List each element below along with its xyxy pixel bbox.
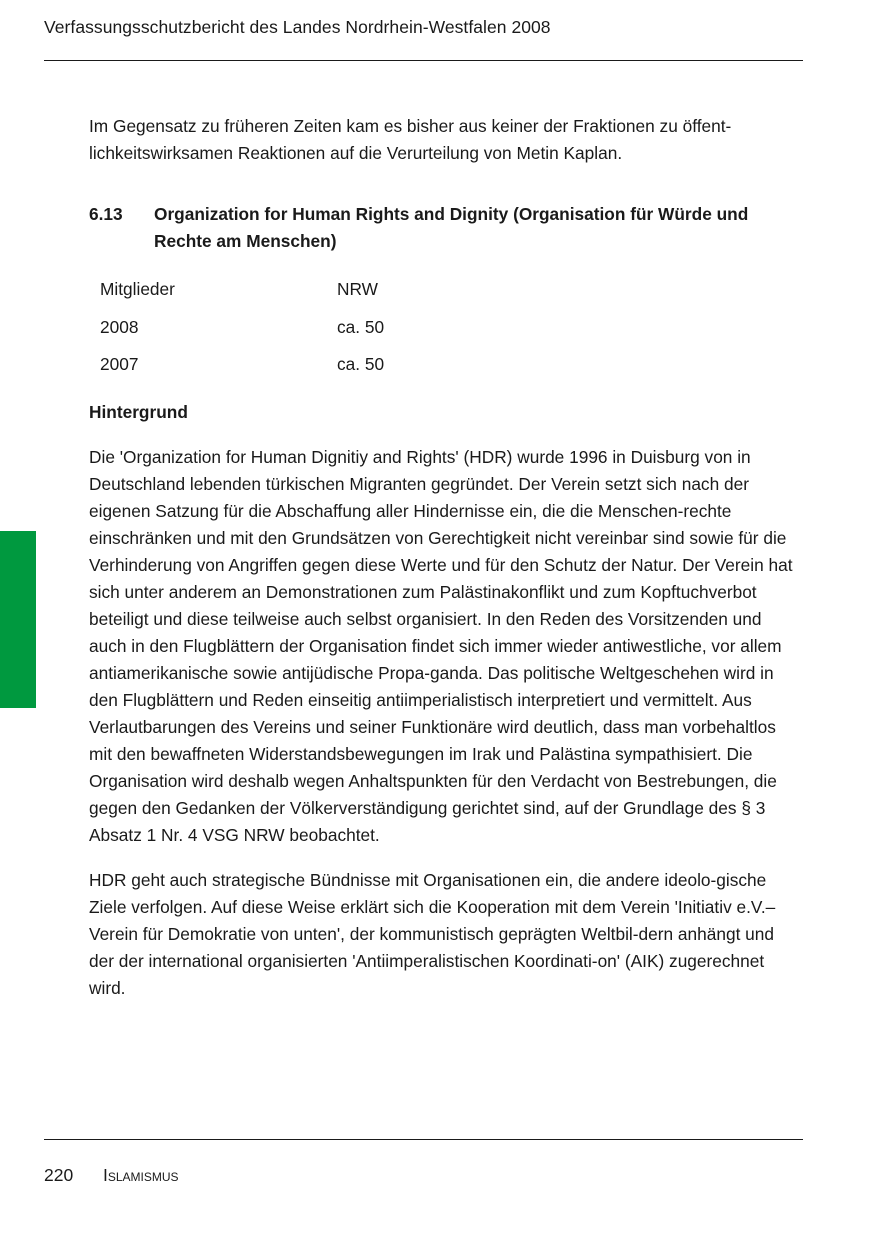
footer-rule — [44, 1139, 803, 1140]
table-row — [100, 276, 384, 314]
table-cell-count: ca. 50 — [337, 316, 385, 337]
page-body — [89, 113, 803, 1002]
running-header-title: Verfassungsschutzbericht des Landes Nordrhein-Westfalen 2008 — [44, 17, 551, 37]
members-table — [100, 276, 384, 389]
table-cell-count: ca. 50 — [337, 354, 385, 374]
body-paragraph-2: HDR geht auch strategische Bündnisse mit Organisationen ein, die andere ideolo-gische Ziele verfolgen. Auf diese Weise erklärt sich die Kooperation mit dem Verein 'Initiativ e.V.– Verein für Demokratie von unten', der kommunistisch geprägten Weltbil-dern anhängt und der der international organisierten 'Antiimperalistischen Koordinati-on' (AIK) zugerechnet wird. — [89, 869, 776, 998]
page-number: 220 — [44, 1165, 74, 1185]
table-row — [100, 351, 384, 389]
table-header-cell: Mitglieder — [100, 279, 175, 299]
section-title: Organization for Human Rights and Dignity (Organisation für Würde und Rechte am Menschen) — [154, 204, 749, 251]
header-rule — [44, 60, 803, 61]
subheading: Hintergrund — [89, 401, 188, 422]
table-row — [100, 314, 384, 352]
table-header-cell: NRW — [337, 279, 378, 299]
table-cell-year: 2008 — [100, 316, 139, 337]
section-number: 6.13 — [89, 204, 123, 224]
footer-section-name: Islamismus — [103, 1165, 179, 1185]
body-paragraph-1: Die 'Organization for Human Dignitiy and Rights' (HDR) wurde 1996 in Duisburg von in Deutschland lebenden türkischen Migranten gegründet. Der Verein setzt sich nach der eigenen Satzung für die Abschaffung aller Hindernisse ein, die die Menschen-rechte einschränken und mit den Grundsätzen von Gerechtigkeit nicht vereinbar sind sowie für die Verhinderung von Angriffen gegen diese Werte und für den Schutz der Natur. Der Verein hat sich unter anderem an Demonstrationen zum Palästinakonflikt und zum Kopftuchverbot beteiligt und diese teilweise auch selbst organisiert. In den Reden des Vorsitzenden und auch in den Flugblättern der Organisation findet sich immer wieder antiwestliche, vor allem antiamerikanische sowie antijüdische Propa-ganda. Das politische Weltgeschehen wird in den Flugblättern und Reden einseitig antiimperialistisch interpretiert und vermittelt. Aus Verlautbarungen des Vereins und seiner Funktionäre wird deutlich, dass man vorbehaltlos mit den bewaffneten Widerstandsbewegungen im Irak und Palästina sympathisiert. Die Organisation wird deshalb wegen Anhaltspunkten für den Verdacht von Bestrebungen, die gegen den Gedanken der Völkerverständigung gerichtet sind, auf der Grundlage des § 3 Absatz 1 Nr. 4 VSG NRW beobachtet. — [89, 446, 793, 845]
intro-paragraph: Im Gegensatz zu früheren Zeiten kam es bisher aus keiner der Fraktionen zu öffent-lichkeitswirksamen Reaktionen auf die Verurteilung von Metin Kaplan. — [89, 116, 732, 163]
chapter-side-tab — [0, 531, 36, 708]
section-heading — [89, 201, 803, 255]
table-cell-year: 2007 — [100, 354, 139, 374]
